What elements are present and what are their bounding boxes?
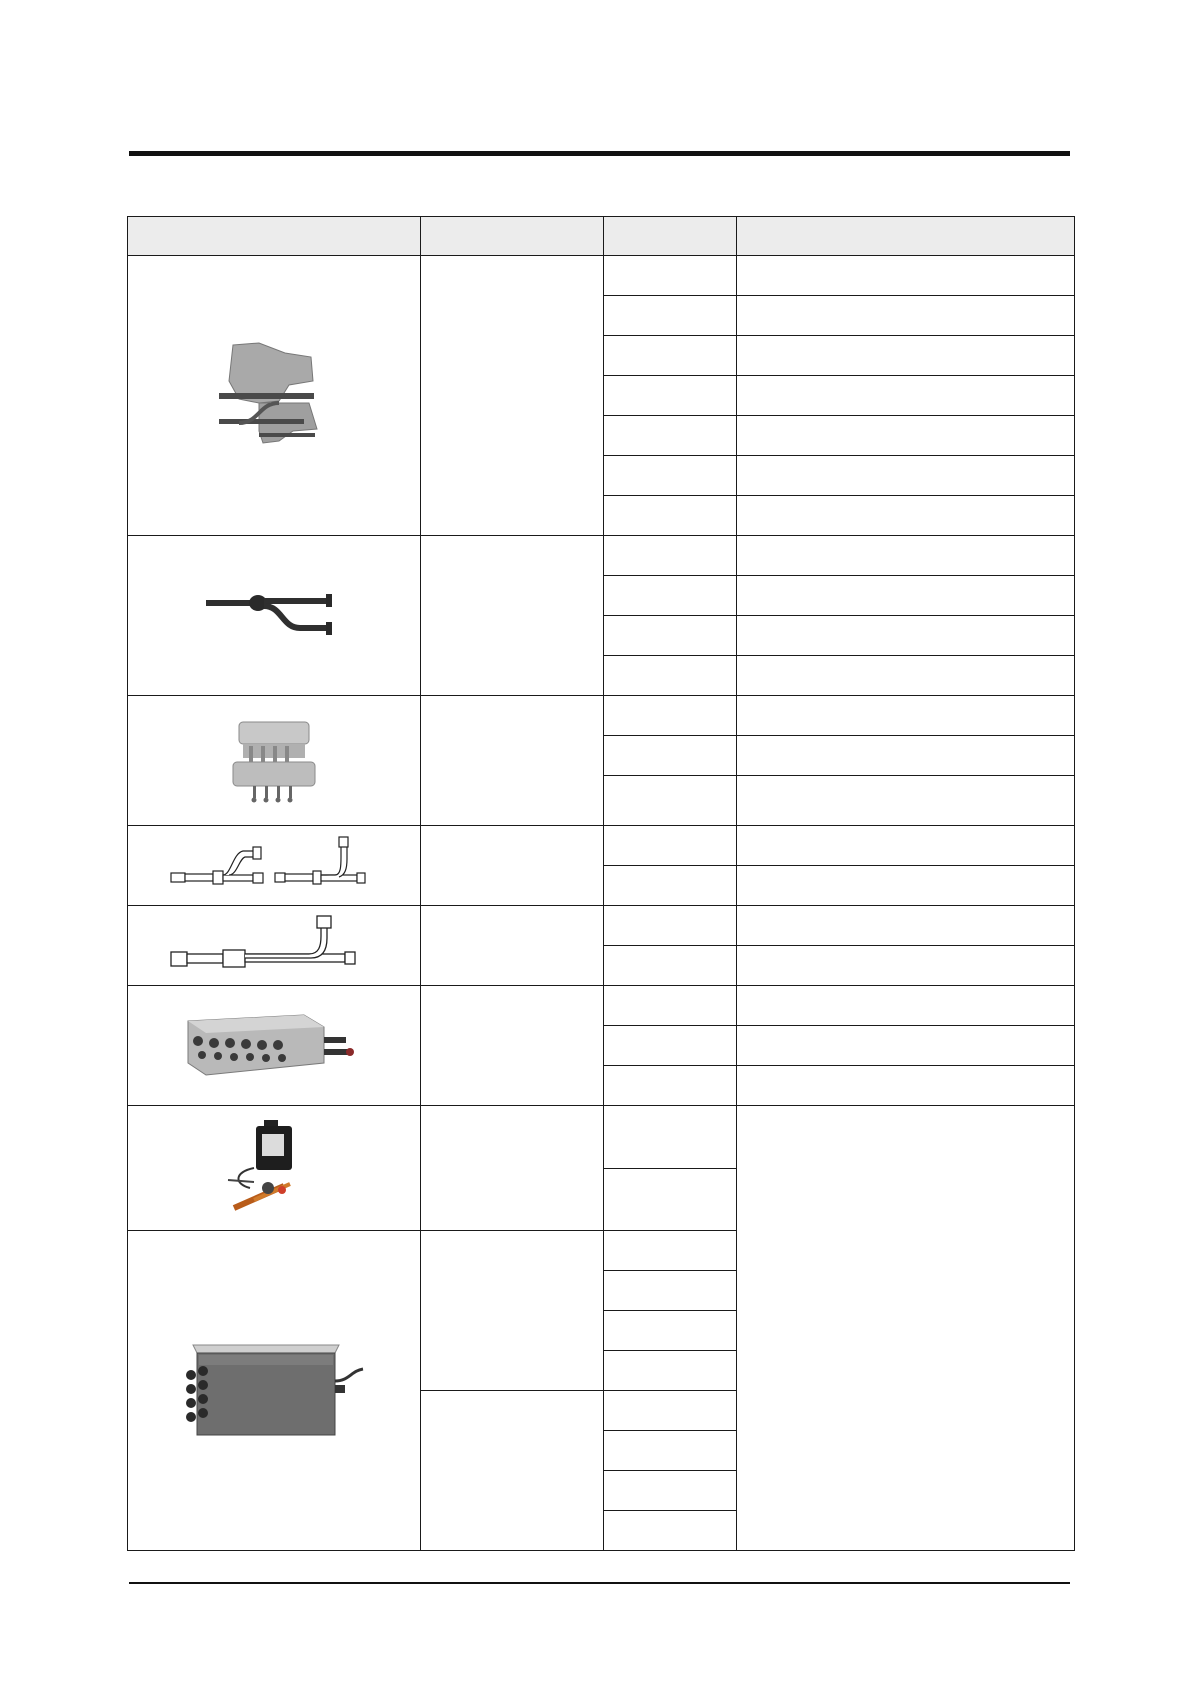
- table-cell: [604, 1391, 737, 1431]
- table-cell: [737, 616, 1075, 656]
- table-cell: [737, 986, 1075, 1026]
- bottom-rule: [129, 1582, 1070, 1584]
- table-cell: [604, 456, 737, 496]
- table-cell: [604, 656, 737, 696]
- table-cell: [604, 866, 737, 906]
- image-cell: [128, 1231, 421, 1551]
- table-cell: [737, 456, 1075, 496]
- model-cell: [421, 1106, 604, 1231]
- table-cell: [604, 1431, 737, 1471]
- image-cell: [128, 906, 421, 986]
- table-cell: [604, 296, 737, 336]
- distribution-header-icon: [229, 716, 319, 806]
- table-cell: [604, 946, 737, 986]
- table-cell: [737, 906, 1075, 946]
- table-row: [128, 536, 1075, 576]
- table-cell: [737, 1066, 1075, 1106]
- table-cell: [604, 1106, 737, 1169]
- table-row: [128, 1106, 1075, 1169]
- table-cell: [604, 416, 737, 456]
- table-cell: [604, 776, 737, 826]
- table-cell: [604, 986, 737, 1026]
- table-cell: [737, 696, 1075, 736]
- branch-joint-icon: [169, 914, 379, 978]
- accessory-table: [127, 216, 1075, 1551]
- table-cell: [604, 376, 737, 416]
- table-cell: [737, 536, 1075, 576]
- description-cell: [737, 1106, 1075, 1551]
- table-cell: [604, 1231, 737, 1271]
- table-cell: [604, 696, 737, 736]
- table-cell: [737, 376, 1075, 416]
- model-cell: [421, 826, 604, 906]
- model-cell: [421, 536, 604, 696]
- table-row: [128, 986, 1075, 1026]
- table-row: [128, 826, 1075, 866]
- table-row: [128, 256, 1075, 296]
- table-cell: [604, 496, 737, 536]
- table-cell: [737, 656, 1075, 696]
- table-cell: [604, 1169, 737, 1231]
- model-cell: [421, 1231, 604, 1391]
- table-cell: [604, 256, 737, 296]
- top-rule: [129, 151, 1070, 156]
- table-cell: [737, 946, 1075, 986]
- table-cell: [604, 1271, 737, 1311]
- table-header-row: [128, 217, 1075, 256]
- table-cell: [604, 336, 737, 376]
- table-cell: [737, 866, 1075, 906]
- mcu-box-icon: [179, 1341, 369, 1441]
- table-cell: [737, 826, 1075, 866]
- model-cell: [421, 1391, 604, 1551]
- header-cell: [128, 217, 421, 256]
- y-joint-pipe-icon: [204, 586, 344, 646]
- model-cell: [421, 906, 604, 986]
- table-cell: [604, 1311, 737, 1351]
- table-cell: [604, 1471, 737, 1511]
- table-cell: [604, 536, 737, 576]
- header-cell: [421, 217, 604, 256]
- table-cell: [604, 1026, 737, 1066]
- table-cell: [737, 576, 1075, 616]
- table-cell: [604, 616, 737, 656]
- model-cell: [421, 696, 604, 826]
- table-cell: [604, 1351, 737, 1391]
- image-cell: [128, 696, 421, 826]
- header-cell: [604, 217, 737, 256]
- table-cell: [604, 1511, 737, 1551]
- table-cell: [737, 336, 1075, 376]
- image-cell: [128, 536, 421, 696]
- image-cell: [128, 1106, 421, 1231]
- table-cell: [737, 1026, 1075, 1066]
- refnet-header-icon: [219, 341, 329, 451]
- table-cell: [604, 826, 737, 866]
- model-cell: [421, 256, 604, 536]
- branch-joint-pair-icon: [169, 835, 379, 897]
- table-cell: [737, 416, 1075, 456]
- image-cell: [128, 256, 421, 536]
- header-cell: [737, 217, 1075, 256]
- table-cell: [737, 496, 1075, 536]
- table-cell: [737, 256, 1075, 296]
- multi-port-branch-box-icon: [184, 1011, 364, 1081]
- table-row: [128, 696, 1075, 736]
- table-cell: [737, 776, 1075, 826]
- ev-kit-controller-icon: [224, 1118, 324, 1218]
- table-cell: [604, 1066, 737, 1106]
- table-cell: [604, 906, 737, 946]
- model-cell: [421, 986, 604, 1106]
- table-cell: [604, 736, 737, 776]
- table-cell: [737, 736, 1075, 776]
- image-cell: [128, 826, 421, 906]
- table-row: [128, 906, 1075, 946]
- table-cell: [604, 576, 737, 616]
- table-cell: [737, 296, 1075, 336]
- image-cell: [128, 986, 421, 1106]
